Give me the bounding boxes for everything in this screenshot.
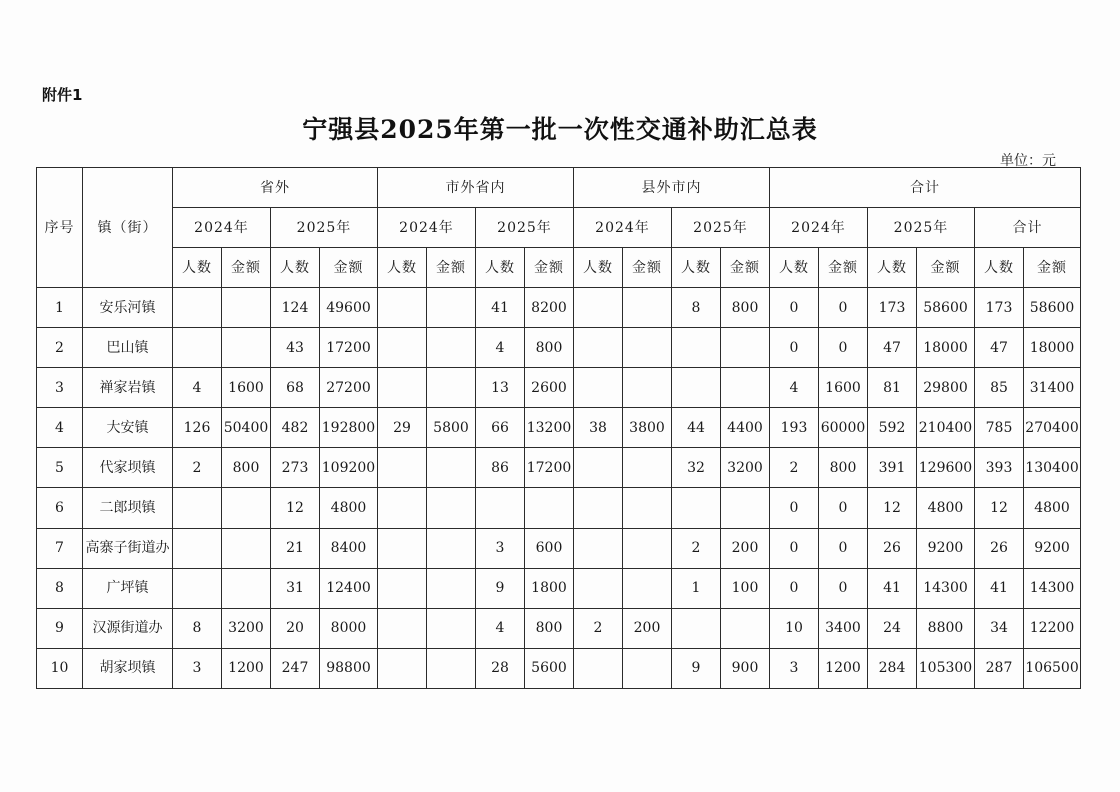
header-metric-people: 人数 [378, 248, 427, 288]
cell-amount: 0 [819, 288, 868, 328]
cell-people: 3 [770, 648, 819, 688]
cell-people: 43 [271, 328, 320, 368]
row-town: 安乐河镇 [83, 288, 173, 328]
summary-table [36, 167, 1081, 689]
cell-people: 3 [476, 528, 525, 568]
row-seq: 2 [37, 328, 83, 368]
cell-amount: 3400 [819, 608, 868, 648]
cell-people: 126 [173, 408, 222, 448]
cell-people [574, 448, 623, 488]
cell-people [173, 488, 222, 528]
cell-people: 9 [476, 568, 525, 608]
cell-amount: 0 [819, 568, 868, 608]
cell-amount: 3800 [623, 408, 672, 448]
cell-amount [427, 448, 476, 488]
cell-amount: 18000 [1024, 328, 1081, 368]
cell-amount [623, 288, 672, 328]
header-group-in-province: 市外省内 [378, 168, 574, 208]
cell-people [672, 488, 721, 528]
cell-people: 247 [271, 648, 320, 688]
header-group-total: 合计 [770, 168, 1081, 208]
cell-amount [623, 528, 672, 568]
header-year-2025: 2025年 [868, 208, 975, 248]
header-metric-people: 人数 [574, 248, 623, 288]
header-seq: 序号 [37, 168, 83, 288]
cell-people: 26 [975, 528, 1024, 568]
cell-people: 12 [975, 488, 1024, 528]
cell-people: 482 [271, 408, 320, 448]
row-town: 巴山镇 [83, 328, 173, 368]
cell-amount: 27200 [320, 368, 378, 408]
cell-amount: 1800 [525, 568, 574, 608]
cell-amount: 1200 [222, 648, 271, 688]
cell-people [672, 608, 721, 648]
table-row [37, 488, 1081, 528]
cell-people: 26 [868, 528, 917, 568]
row-town: 汉源街道办 [83, 608, 173, 648]
cell-amount: 14300 [1024, 568, 1081, 608]
cell-people: 273 [271, 448, 320, 488]
cell-people [173, 568, 222, 608]
cell-amount: 8400 [320, 528, 378, 568]
cell-amount: 5600 [525, 648, 574, 688]
cell-amount: 1600 [819, 368, 868, 408]
cell-people: 0 [770, 488, 819, 528]
row-town: 代家坝镇 [83, 448, 173, 488]
cell-amount: 49600 [320, 288, 378, 328]
cell-people: 4 [173, 368, 222, 408]
header-metric-amount: 金额 [320, 248, 378, 288]
header-year-2024: 2024年 [770, 208, 868, 248]
table-row [37, 648, 1081, 688]
cell-amount: 105300 [917, 648, 975, 688]
cell-people: 391 [868, 448, 917, 488]
cell-people: 66 [476, 408, 525, 448]
cell-amount: 800 [721, 288, 770, 328]
cell-people [173, 328, 222, 368]
cell-people: 32 [672, 448, 721, 488]
header-row-metrics [37, 248, 1081, 288]
cell-people: 20 [271, 608, 320, 648]
header-year-total: 合计 [975, 208, 1081, 248]
header-metric-amount: 金额 [525, 248, 574, 288]
cell-amount: 600 [525, 528, 574, 568]
header-metric-amount: 金额 [427, 248, 476, 288]
cell-amount [721, 608, 770, 648]
row-town: 二郎坝镇 [83, 488, 173, 528]
cell-people: 29 [378, 408, 427, 448]
cell-amount [623, 488, 672, 528]
cell-amount: 3200 [721, 448, 770, 488]
cell-people: 2 [173, 448, 222, 488]
cell-people [574, 368, 623, 408]
row-seq: 3 [37, 368, 83, 408]
cell-amount [427, 568, 476, 608]
cell-amount: 106500 [1024, 648, 1081, 688]
cell-amount: 800 [525, 608, 574, 648]
table-row [37, 448, 1081, 488]
cell-people: 31 [271, 568, 320, 608]
cell-amount [427, 648, 476, 688]
cell-people: 8 [672, 288, 721, 328]
cell-amount: 0 [819, 488, 868, 528]
cell-amount: 2600 [525, 368, 574, 408]
cell-amount: 270400 [1024, 408, 1081, 448]
cell-amount [623, 648, 672, 688]
cell-people: 0 [770, 528, 819, 568]
table-row [37, 528, 1081, 568]
row-town: 广坪镇 [83, 568, 173, 608]
cell-amount: 100 [721, 568, 770, 608]
header-row-groups [37, 168, 1081, 208]
cell-amount: 12400 [320, 568, 378, 608]
header-town: 镇（街） [83, 168, 173, 288]
cell-people: 86 [476, 448, 525, 488]
cell-people: 13 [476, 368, 525, 408]
cell-people: 393 [975, 448, 1024, 488]
cell-amount: 109200 [320, 448, 378, 488]
cell-people [173, 288, 222, 328]
cell-people [378, 568, 427, 608]
cell-people: 47 [975, 328, 1024, 368]
cell-people [574, 328, 623, 368]
cell-amount [427, 328, 476, 368]
cell-amount [427, 488, 476, 528]
cell-people: 34 [975, 608, 1024, 648]
header-year-2024: 2024年 [574, 208, 672, 248]
header-metric-people: 人数 [975, 248, 1024, 288]
row-seq: 4 [37, 408, 83, 448]
table-row [37, 368, 1081, 408]
header-metric-people: 人数 [476, 248, 525, 288]
cell-amount [721, 368, 770, 408]
cell-amount [427, 288, 476, 328]
header-metric-people: 人数 [868, 248, 917, 288]
header-metric-people: 人数 [672, 248, 721, 288]
cell-amount: 1200 [819, 648, 868, 688]
cell-amount [623, 448, 672, 488]
cell-amount: 200 [623, 608, 672, 648]
cell-amount: 17200 [320, 328, 378, 368]
cell-people: 44 [672, 408, 721, 448]
cell-amount: 9200 [1024, 528, 1081, 568]
header-metric-amount: 金额 [917, 248, 975, 288]
cell-amount: 900 [721, 648, 770, 688]
cell-amount [427, 608, 476, 648]
cell-people: 68 [271, 368, 320, 408]
cell-people: 2 [770, 448, 819, 488]
cell-people: 0 [770, 328, 819, 368]
cell-amount: 800 [819, 448, 868, 488]
cell-amount: 8200 [525, 288, 574, 328]
cell-people: 785 [975, 408, 1024, 448]
cell-amount: 4400 [721, 408, 770, 448]
cell-amount: 192800 [320, 408, 378, 448]
cell-amount: 29800 [917, 368, 975, 408]
cell-amount: 31400 [1024, 368, 1081, 408]
header-year-2025: 2025年 [476, 208, 574, 248]
header-metric-people: 人数 [770, 248, 819, 288]
cell-people: 81 [868, 368, 917, 408]
row-town: 禅家岩镇 [83, 368, 173, 408]
cell-people [378, 288, 427, 328]
table-row [37, 568, 1081, 608]
cell-amount: 17200 [525, 448, 574, 488]
cell-people: 4 [476, 328, 525, 368]
header-group-out-of-province: 省外 [173, 168, 378, 208]
cell-amount: 0 [819, 528, 868, 568]
cell-amount: 8800 [917, 608, 975, 648]
cell-amount [721, 488, 770, 528]
header-metric-people: 人数 [173, 248, 222, 288]
cell-amount [222, 328, 271, 368]
cell-amount: 200 [721, 528, 770, 568]
cell-people: 1 [672, 568, 721, 608]
cell-amount: 14300 [917, 568, 975, 608]
cell-amount [623, 568, 672, 608]
header-metric-amount: 金额 [721, 248, 770, 288]
cell-people: 592 [868, 408, 917, 448]
cell-people: 4 [770, 368, 819, 408]
cell-people [672, 368, 721, 408]
cell-people: 284 [868, 648, 917, 688]
header-metric-amount: 金额 [1024, 248, 1081, 288]
cell-amount [721, 328, 770, 368]
cell-people: 4 [476, 608, 525, 648]
cell-amount: 98800 [320, 648, 378, 688]
row-seq: 6 [37, 488, 83, 528]
cell-people: 2 [672, 528, 721, 568]
row-seq: 10 [37, 648, 83, 688]
table-row [37, 408, 1081, 448]
row-seq: 1 [37, 288, 83, 328]
cell-amount: 1600 [222, 368, 271, 408]
header-year-2024: 2024年 [378, 208, 476, 248]
cell-people [574, 488, 623, 528]
header-metric-amount: 金额 [819, 248, 868, 288]
cell-people: 0 [770, 288, 819, 328]
cell-amount: 9200 [917, 528, 975, 568]
cell-amount: 0 [819, 328, 868, 368]
row-seq: 5 [37, 448, 83, 488]
cell-people: 173 [975, 288, 1024, 328]
cell-people [378, 648, 427, 688]
cell-people [574, 568, 623, 608]
cell-people: 41 [476, 288, 525, 328]
header-row-years [37, 208, 1081, 248]
cell-people: 47 [868, 328, 917, 368]
row-town: 胡家坝镇 [83, 648, 173, 688]
table-row [37, 328, 1081, 368]
attachment-label: 附件1 [42, 86, 83, 104]
cell-amount: 800 [222, 448, 271, 488]
cell-people: 41 [868, 568, 917, 608]
cell-amount: 4800 [917, 488, 975, 528]
unit-label: 单位：元 [1000, 153, 1056, 169]
cell-amount: 5800 [427, 408, 476, 448]
cell-people [574, 648, 623, 688]
row-town: 高寨子街道办 [83, 528, 173, 568]
cell-amount [623, 368, 672, 408]
cell-people [476, 488, 525, 528]
cell-people: 3 [173, 648, 222, 688]
header-group-in-city: 县外市内 [574, 168, 770, 208]
cell-amount: 129600 [917, 448, 975, 488]
document-title: 宁强县2025年第一批一次性交通补助汇总表 [302, 115, 818, 144]
cell-people: 9 [672, 648, 721, 688]
cell-people [574, 528, 623, 568]
cell-people: 10 [770, 608, 819, 648]
cell-amount [525, 488, 574, 528]
row-seq: 8 [37, 568, 83, 608]
cell-people [378, 528, 427, 568]
cell-people: 85 [975, 368, 1024, 408]
cell-people [378, 608, 427, 648]
cell-people: 173 [868, 288, 917, 328]
cell-amount [222, 528, 271, 568]
cell-amount [222, 288, 271, 328]
cell-people [378, 368, 427, 408]
cell-amount: 13200 [525, 408, 574, 448]
cell-people [378, 488, 427, 528]
cell-people: 287 [975, 648, 1024, 688]
cell-amount: 800 [525, 328, 574, 368]
cell-people: 28 [476, 648, 525, 688]
cell-people: 38 [574, 408, 623, 448]
cell-amount: 18000 [917, 328, 975, 368]
header-year-2025: 2025年 [672, 208, 770, 248]
cell-people [574, 288, 623, 328]
cell-amount: 8000 [320, 608, 378, 648]
cell-people [378, 328, 427, 368]
table-row [37, 288, 1081, 328]
cell-people: 193 [770, 408, 819, 448]
cell-people [173, 528, 222, 568]
cell-amount [222, 568, 271, 608]
cell-amount: 4800 [320, 488, 378, 528]
table-row [37, 608, 1081, 648]
cell-people: 8 [173, 608, 222, 648]
cell-amount: 58600 [1024, 288, 1081, 328]
cell-people: 12 [868, 488, 917, 528]
cell-people: 124 [271, 288, 320, 328]
header-metric-amount: 金额 [222, 248, 271, 288]
table-body [37, 288, 1081, 689]
cell-amount: 4800 [1024, 488, 1081, 528]
row-seq: 9 [37, 608, 83, 648]
header-metric-people: 人数 [271, 248, 320, 288]
row-town: 大安镇 [83, 408, 173, 448]
cell-amount [427, 528, 476, 568]
header-year-2025: 2025年 [271, 208, 378, 248]
header-metric-amount: 金额 [623, 248, 672, 288]
cell-amount: 60000 [819, 408, 868, 448]
cell-people: 0 [770, 568, 819, 608]
cell-amount: 3200 [222, 608, 271, 648]
header-year-2024: 2024年 [173, 208, 271, 248]
cell-people [672, 328, 721, 368]
cell-amount [222, 488, 271, 528]
cell-amount: 130400 [1024, 448, 1081, 488]
cell-amount: 12200 [1024, 608, 1081, 648]
cell-amount: 50400 [222, 408, 271, 448]
cell-amount [623, 328, 672, 368]
cell-people: 24 [868, 608, 917, 648]
cell-amount: 210400 [917, 408, 975, 448]
row-seq: 7 [37, 528, 83, 568]
cell-people: 12 [271, 488, 320, 528]
cell-people: 21 [271, 528, 320, 568]
cell-amount: 58600 [917, 288, 975, 328]
cell-people: 41 [975, 568, 1024, 608]
cell-amount [427, 368, 476, 408]
cell-people: 2 [574, 608, 623, 648]
cell-people [378, 448, 427, 488]
